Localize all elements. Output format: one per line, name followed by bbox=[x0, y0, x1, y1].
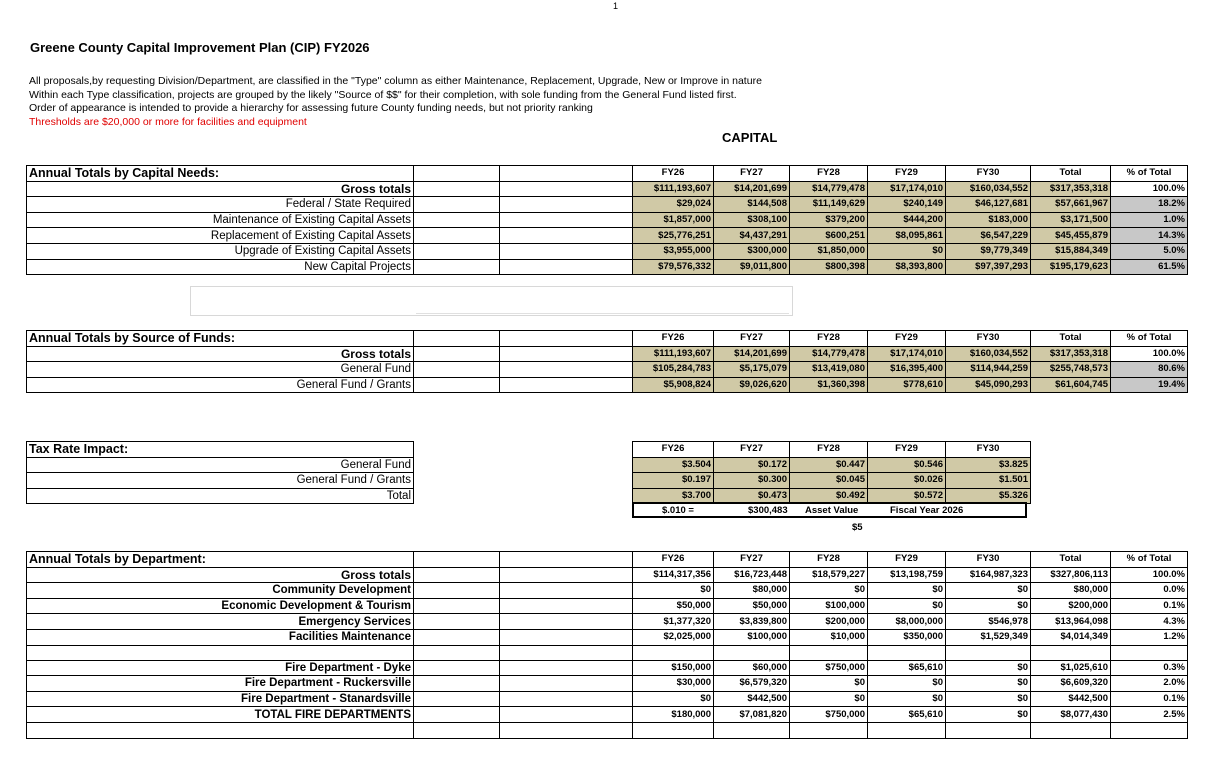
value-cell: $750,000 bbox=[790, 660, 868, 676]
percent-cell: 18.2% bbox=[1111, 197, 1188, 213]
value-cell: $17,174,010 bbox=[868, 181, 946, 197]
intro-text bbox=[29, 75, 762, 129]
value-cell: $5,908,824 bbox=[633, 377, 714, 393]
capital-needs-table bbox=[26, 165, 1188, 275]
value-cell: $2,025,000 bbox=[633, 629, 714, 645]
value-cell: $7,081,820 bbox=[714, 707, 790, 723]
row-label: Federal / State Required bbox=[27, 197, 414, 213]
value-cell: $0.473 bbox=[714, 488, 790, 504]
percent-cell: 2.5% bbox=[1111, 707, 1188, 723]
value-cell: $3.825 bbox=[946, 457, 1031, 473]
value-cell: $8,077,430 bbox=[1031, 707, 1111, 723]
table-title: Annual Totals by Capital Needs: bbox=[27, 166, 414, 182]
value-cell: $0.546 bbox=[868, 457, 946, 473]
column-header: FY27 bbox=[714, 552, 790, 568]
value-cell: $183,000 bbox=[946, 212, 1031, 228]
value-cell: $9,779,349 bbox=[946, 243, 1031, 259]
value-cell: $50,000 bbox=[633, 598, 714, 614]
percent-cell: 80.6% bbox=[1111, 362, 1188, 378]
section-heading: CAPITAL bbox=[722, 130, 778, 145]
page-number: 1 bbox=[613, 1, 619, 11]
value-cell: $13,964,098 bbox=[1031, 614, 1111, 630]
value-cell: $0.447 bbox=[790, 457, 868, 473]
column-header: FY29 bbox=[868, 552, 946, 568]
value-cell: $750,000 bbox=[790, 707, 868, 723]
row-label: Fire Department - Ruckersville bbox=[27, 676, 414, 692]
value-cell: $29,024 bbox=[633, 197, 714, 213]
column-header: FY28 bbox=[790, 552, 868, 568]
value-cell: $4,014,349 bbox=[1031, 629, 1111, 645]
value-cell: $0.572 bbox=[868, 488, 946, 504]
value-cell: $0 bbox=[946, 660, 1031, 676]
value-cell: $79,576,332 bbox=[633, 259, 714, 275]
column-header: FY26 bbox=[633, 552, 714, 568]
table-row bbox=[27, 346, 1188, 362]
percent-cell: 2.0% bbox=[1111, 676, 1188, 692]
value-cell: $6,579,320 bbox=[714, 676, 790, 692]
value-cell: $114,317,356 bbox=[633, 567, 714, 583]
value-cell: $0 bbox=[868, 243, 946, 259]
value-cell: $30,000 bbox=[633, 676, 714, 692]
row-label: Upgrade of Existing Capital Assets bbox=[27, 243, 414, 259]
value-cell: $0.026 bbox=[868, 473, 946, 489]
row-label: Replacement of Existing Capital Assets bbox=[27, 228, 414, 244]
column-header: FY30 bbox=[946, 331, 1031, 347]
value-cell: $442,500 bbox=[714, 691, 790, 707]
value-cell: $0 bbox=[633, 691, 714, 707]
value-cell: $200,000 bbox=[790, 614, 868, 630]
column-header: FY26 bbox=[633, 166, 714, 182]
row-label: New Capital Projects bbox=[27, 259, 414, 275]
value-cell: $255,748,573 bbox=[1031, 362, 1111, 378]
table-row bbox=[27, 629, 1188, 645]
value-cell: $46,127,681 bbox=[946, 197, 1031, 213]
value-cell: $308,100 bbox=[714, 212, 790, 228]
value-cell: $0.197 bbox=[633, 473, 714, 489]
row-label: General Fund bbox=[27, 362, 414, 378]
column-header: FY27 bbox=[714, 331, 790, 347]
value-cell: $17,174,010 bbox=[868, 346, 946, 362]
row-label: TOTAL FIRE DEPARTMENTS bbox=[27, 707, 414, 723]
row-label: Community Development bbox=[27, 583, 414, 599]
value-cell: $6,609,320 bbox=[1031, 676, 1111, 692]
column-header: FY26 bbox=[633, 442, 714, 458]
value-cell: $160,034,552 bbox=[946, 181, 1031, 197]
row-label: Gross totals bbox=[27, 567, 414, 583]
value-cell: $240,149 bbox=[868, 197, 946, 213]
value-cell: $105,284,783 bbox=[633, 362, 714, 378]
value-cell: $15,884,349 bbox=[1031, 243, 1111, 259]
row-label: General Fund bbox=[27, 457, 414, 473]
asset-value-row bbox=[632, 502, 1027, 518]
value-cell: $1,377,320 bbox=[633, 614, 714, 630]
column-header: Total bbox=[1031, 166, 1111, 182]
percent-cell: 100.0% bbox=[1111, 346, 1188, 362]
value-cell: $100,000 bbox=[714, 629, 790, 645]
value-cell: $114,944,259 bbox=[946, 362, 1031, 378]
value-cell: $1,857,000 bbox=[633, 212, 714, 228]
tax-footnote: $5 bbox=[852, 522, 863, 533]
percent-cell: 1.2% bbox=[1111, 629, 1188, 645]
value-cell: $16,395,400 bbox=[868, 362, 946, 378]
threshold-note: Thresholds are $20,000 or more for facilities and equipment bbox=[29, 115, 307, 128]
asset-value-label: Asset Value bbox=[805, 505, 859, 516]
table-row bbox=[27, 457, 1031, 473]
row-label: General Fund / Grants bbox=[27, 377, 414, 393]
value-cell: $800,398 bbox=[790, 259, 868, 275]
percent-cell: 0.1% bbox=[1111, 598, 1188, 614]
value-cell: $3.504 bbox=[633, 457, 714, 473]
column-header: FY29 bbox=[868, 331, 946, 347]
column-header: FY28 bbox=[790, 331, 868, 347]
value-cell: $0 bbox=[790, 583, 868, 599]
value-cell: $546,978 bbox=[946, 614, 1031, 630]
value-cell: $0.045 bbox=[790, 473, 868, 489]
intro-line: Within each Type classification, projects are grouped by the likely "Source of $$" for their completion, with sole funding from the General Fund listed first. bbox=[29, 88, 737, 101]
table-row bbox=[27, 181, 1188, 197]
value-cell: $4,437,291 bbox=[714, 228, 790, 244]
table-title: Annual Totals by Department: bbox=[27, 552, 414, 568]
table-title: Tax Rate Impact: bbox=[27, 442, 414, 458]
rate-amount: $300,483 bbox=[748, 505, 788, 516]
value-cell: $111,193,607 bbox=[633, 346, 714, 362]
table-row bbox=[27, 362, 1188, 378]
value-cell: $0 bbox=[868, 598, 946, 614]
percent-cell: 61.5% bbox=[1111, 259, 1188, 275]
column-header: FY27 bbox=[714, 442, 790, 458]
value-cell: $3,955,000 bbox=[633, 243, 714, 259]
value-cell: $1,025,610 bbox=[1031, 660, 1111, 676]
table-row bbox=[27, 583, 1188, 599]
value-cell: $0 bbox=[946, 676, 1031, 692]
spacer-row bbox=[27, 645, 1188, 660]
value-cell: $200,000 bbox=[1031, 598, 1111, 614]
value-cell: $16,723,448 bbox=[714, 567, 790, 583]
tax-rate-table bbox=[26, 441, 1031, 504]
table-row bbox=[27, 567, 1188, 583]
value-cell: $317,353,318 bbox=[1031, 181, 1111, 197]
value-cell: $317,353,318 bbox=[1031, 346, 1111, 362]
value-cell: $144,508 bbox=[714, 197, 790, 213]
value-cell: $61,604,745 bbox=[1031, 377, 1111, 393]
value-cell: $0 bbox=[633, 583, 714, 599]
row-label: Gross totals bbox=[27, 346, 414, 362]
value-cell: $3.700 bbox=[633, 488, 714, 504]
percent-cell: 5.0% bbox=[1111, 243, 1188, 259]
table-row bbox=[27, 228, 1188, 244]
value-cell: $8,095,861 bbox=[868, 228, 946, 244]
value-cell: $0 bbox=[868, 676, 946, 692]
table-row bbox=[27, 259, 1188, 275]
value-cell: $0 bbox=[868, 691, 946, 707]
column-header: % of Total bbox=[1111, 166, 1188, 182]
value-cell: $1,529,349 bbox=[946, 629, 1031, 645]
row-label: Fire Department - Stanardsville bbox=[27, 691, 414, 707]
value-cell: $8,000,000 bbox=[868, 614, 946, 630]
column-header: % of Total bbox=[1111, 552, 1188, 568]
value-cell: $14,779,478 bbox=[790, 181, 868, 197]
column-header: FY26 bbox=[633, 331, 714, 347]
table-row bbox=[27, 707, 1188, 723]
value-cell: $160,034,552 bbox=[946, 346, 1031, 362]
value-cell: $0 bbox=[946, 598, 1031, 614]
value-cell: $0.492 bbox=[790, 488, 868, 504]
row-label: Fire Department - Dyke bbox=[27, 660, 414, 676]
value-cell: $379,200 bbox=[790, 212, 868, 228]
column-header: Total bbox=[1031, 552, 1111, 568]
column-header: FY30 bbox=[946, 442, 1031, 458]
row-label: General Fund / Grants bbox=[27, 473, 414, 489]
value-cell: $60,000 bbox=[714, 660, 790, 676]
fiscal-year-label: Fiscal Year 2026 bbox=[890, 505, 964, 516]
value-cell: $45,090,293 bbox=[946, 377, 1031, 393]
value-cell: $80,000 bbox=[714, 583, 790, 599]
column-header: % of Total bbox=[1111, 331, 1188, 347]
percent-cell: 19.4% bbox=[1111, 377, 1188, 393]
intro-line: All proposals,by requesting Division/Department, are classified in the "Type" column as either Maintenance, Replacement, Upgrade, New or Improve in nature bbox=[29, 75, 762, 87]
value-cell: $0 bbox=[946, 691, 1031, 707]
row-label: Gross totals bbox=[27, 181, 414, 197]
value-cell: $300,000 bbox=[714, 243, 790, 259]
column-header: FY27 bbox=[714, 166, 790, 182]
table-row bbox=[27, 212, 1188, 228]
percent-cell: 0.3% bbox=[1111, 660, 1188, 676]
value-cell: $3,839,800 bbox=[714, 614, 790, 630]
value-cell: $65,610 bbox=[868, 707, 946, 723]
row-label: Economic Development & Tourism bbox=[27, 598, 414, 614]
column-header: FY28 bbox=[790, 442, 868, 458]
value-cell: $14,779,478 bbox=[790, 346, 868, 362]
row-label: Total bbox=[27, 488, 414, 504]
value-cell: $600,251 bbox=[790, 228, 868, 244]
row-label: Emergency Services bbox=[27, 614, 414, 630]
value-cell: $164,987,323 bbox=[946, 567, 1031, 583]
value-cell: $11,149,629 bbox=[790, 197, 868, 213]
percent-cell: 100.0% bbox=[1111, 567, 1188, 583]
table-title: Annual Totals by Source of Funds: bbox=[27, 331, 414, 347]
value-cell: $5,175,079 bbox=[714, 362, 790, 378]
value-cell: $0 bbox=[868, 583, 946, 599]
row-label: Maintenance of Existing Capital Assets bbox=[27, 212, 414, 228]
value-cell: $14,201,699 bbox=[714, 181, 790, 197]
value-cell: $442,500 bbox=[1031, 691, 1111, 707]
table-row bbox=[27, 473, 1031, 489]
comment-box-inner-line bbox=[416, 313, 789, 320]
comment-box bbox=[190, 286, 793, 316]
value-cell: $10,000 bbox=[790, 629, 868, 645]
table-row bbox=[27, 243, 1188, 259]
value-cell: $9,026,620 bbox=[714, 377, 790, 393]
row-label: Facilities Maintenance bbox=[27, 629, 414, 645]
column-header: FY29 bbox=[868, 166, 946, 182]
percent-cell: 14.3% bbox=[1111, 228, 1188, 244]
source-of-funds-table bbox=[26, 330, 1188, 393]
table-row bbox=[27, 660, 1188, 676]
value-cell: $97,397,293 bbox=[946, 259, 1031, 275]
column-header: FY30 bbox=[946, 166, 1031, 182]
table-row bbox=[27, 197, 1188, 213]
value-cell: $0 bbox=[790, 691, 868, 707]
value-cell: $45,455,879 bbox=[1031, 228, 1111, 244]
percent-cell: 4.3% bbox=[1111, 614, 1188, 630]
empty-row bbox=[27, 722, 1188, 738]
percent-cell: 1.0% bbox=[1111, 212, 1188, 228]
percent-cell: 0.1% bbox=[1111, 691, 1188, 707]
value-cell: $0 bbox=[790, 676, 868, 692]
table-row bbox=[27, 598, 1188, 614]
value-cell: $80,000 bbox=[1031, 583, 1111, 599]
value-cell: $444,200 bbox=[868, 212, 946, 228]
column-header: FY28 bbox=[790, 166, 868, 182]
table-row bbox=[27, 614, 1188, 630]
value-cell: $350,000 bbox=[868, 629, 946, 645]
table-row bbox=[27, 691, 1188, 707]
column-header: FY29 bbox=[868, 442, 946, 458]
value-cell: $180,000 bbox=[633, 707, 714, 723]
table-row bbox=[27, 676, 1188, 692]
value-cell: $0 bbox=[946, 583, 1031, 599]
department-table bbox=[26, 551, 1188, 739]
value-cell: $8,393,800 bbox=[868, 259, 946, 275]
value-cell: $0.300 bbox=[714, 473, 790, 489]
value-cell: $25,776,251 bbox=[633, 228, 714, 244]
value-cell: $13,198,759 bbox=[868, 567, 946, 583]
value-cell: $9,011,800 bbox=[714, 259, 790, 275]
percent-cell: 100.0% bbox=[1111, 181, 1188, 197]
value-cell: $50,000 bbox=[714, 598, 790, 614]
value-cell: $3,171,500 bbox=[1031, 212, 1111, 228]
table-row bbox=[27, 377, 1188, 393]
value-cell: $327,806,113 bbox=[1031, 567, 1111, 583]
value-cell: $1.501 bbox=[946, 473, 1031, 489]
value-cell: $100,000 bbox=[790, 598, 868, 614]
value-cell: $111,193,607 bbox=[633, 181, 714, 197]
value-cell: $0 bbox=[946, 707, 1031, 723]
value-cell: $1,850,000 bbox=[790, 243, 868, 259]
intro-line: Order of appearance is intended to provide a hierarchy for assessing future County funding needs, but not priority ranking bbox=[29, 102, 593, 114]
value-cell: $13,419,080 bbox=[790, 362, 868, 378]
document-title: Greene County Capital Improvement Plan (CIP) FY2026 bbox=[30, 40, 370, 55]
value-cell: $5.326 bbox=[946, 488, 1031, 504]
rate-label: $.010 = bbox=[662, 505, 694, 516]
value-cell: $195,179,623 bbox=[1031, 259, 1111, 275]
value-cell: $14,201,699 bbox=[714, 346, 790, 362]
value-cell: $65,610 bbox=[868, 660, 946, 676]
value-cell: $57,661,967 bbox=[1031, 197, 1111, 213]
value-cell: $6,547,229 bbox=[946, 228, 1031, 244]
value-cell: $1,360,398 bbox=[790, 377, 868, 393]
value-cell: $0.172 bbox=[714, 457, 790, 473]
value-cell: $778,610 bbox=[868, 377, 946, 393]
percent-cell: 0.0% bbox=[1111, 583, 1188, 599]
value-cell: $18,579,227 bbox=[790, 567, 868, 583]
value-cell: $150,000 bbox=[633, 660, 714, 676]
column-header: Total bbox=[1031, 331, 1111, 347]
column-header: FY30 bbox=[946, 552, 1031, 568]
